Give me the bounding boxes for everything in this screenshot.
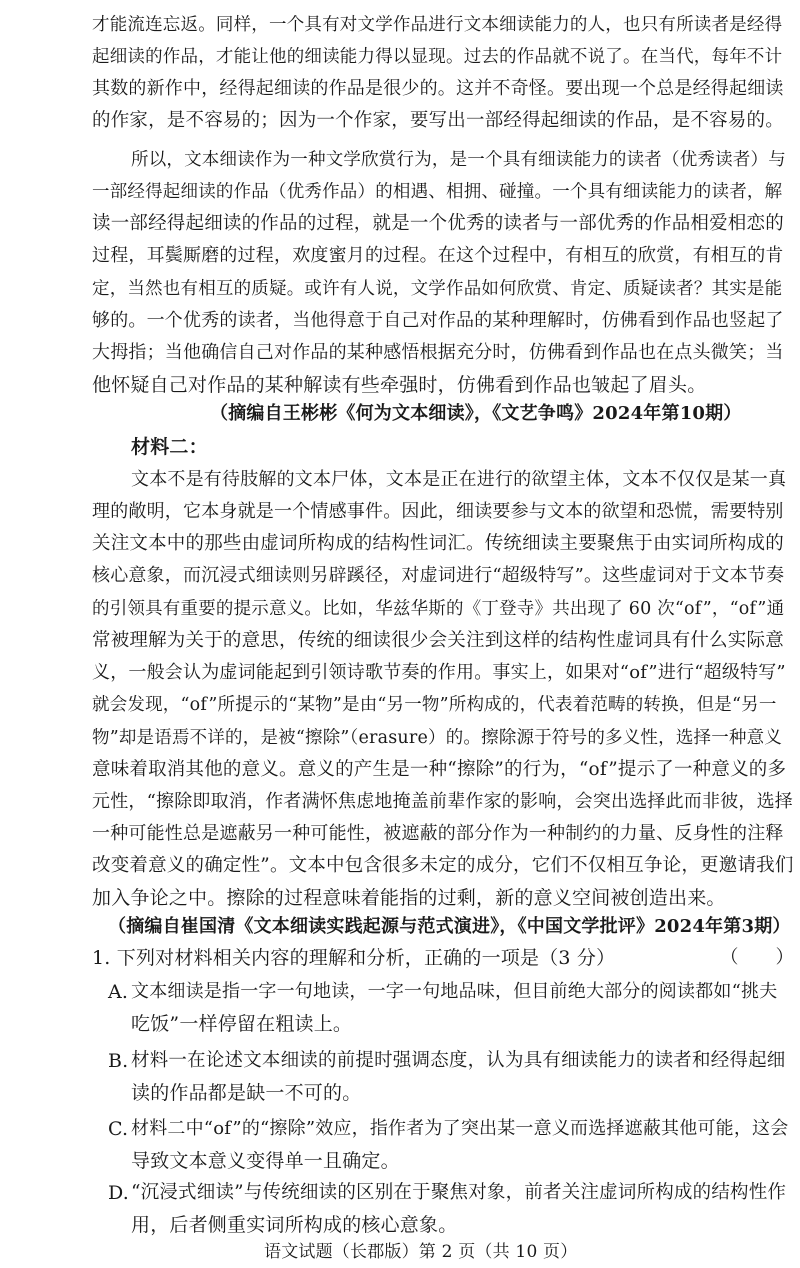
option-b-label: B. [108,1050,129,1072]
paragraph-line: 义，一般会认为虚词能起到引领诗歌节奏的作用。事实上，如果对“of”进行“超级特写” [92,662,786,683]
question-stem: 1. 下列对材料相关内容的理解和分析，正确的一项是（3 分） [92,947,616,969]
paragraph-line: 改变着意义的确定性”。文本中包含很多未定的成分，它们不仅相互争论，更邀请我们 [92,855,794,876]
option-d-line: 用，后者侧重实词所构成的核心意象。 [131,1214,458,1236]
paragraph-line: 定，当然也有相互的质疑。或许有人说，文学作品如何欣赏、肯定、质疑读者？其实是能 [92,279,783,299]
paragraph-line: 的作家，是不容易的；因为一个作家，要写出一部经得起细读的作品，是不容易的。 [92,110,784,131]
option-b-line: 读的作品都是缺一不可的。 [131,1082,362,1104]
paragraph-line: 他怀疑自己对作品的某种解读有些牵强时，仿佛看到作品也皱起了眉头。 [92,374,707,396]
paragraph-line: 关注文本中的那些由虚词所构成的结构性词汇。传统细读主要聚焦于由实词所构成的 [92,533,784,554]
paragraph-line: 读一部经得起细读的作品的过程，就是一个优秀的读者与一部优秀的作品相爱相恋的 [92,213,784,234]
paragraph-line: 的引领具有重要的提示意义。比如，华兹华斯的《丁登寺》共出现了 60 次“of”，“of”通 [92,599,785,619]
option-a-line: 吃饭”一样停留在粗读上。 [131,1013,353,1035]
paragraph-line: 过程，耳鬓厮磨的过程，欢度蜜月的过程。在这个过程中，有相互的欣赏，有相互的肯 [92,245,784,266]
option-c-line: 材料二中“of”的“擦除”效应，指作者为了突出某一意义而选择遮蔽其他可能，这会 [131,1118,789,1139]
source-citation: （摘编自崔国清《文本细读实践起源与范式演进》，《中国文学批评》2024年第3期） [108,916,791,937]
paragraph-line: 理的敞明，它本身就是一个情感事件。因此，细读要参与文本的欲望和恐慌，需要特别 [92,501,784,522]
paragraph-line: 核心意象，而沉浸式细读则另辟蹊径，对虚词进行“超级特写”。这些虚词对于文本节奏 [92,565,785,586]
paragraph-line: 意味着取消其他的意义。意义的产生是一种“擦除”的行为，“of”提示了一种意义的多 [92,759,787,780]
option-d-line: “沉浸式细读”与传统细读的区别在于聚焦对象，前者关注虚词所构成的结构性作 [131,1182,787,1203]
paragraph-line: 一部经得起细读的作品（优秀作品）的相遇、相拥、碰撞。一个具有细读能力的读者，解 [92,182,783,202]
option-b-line: 材料一在论述文本细读的前提时强调态度，认为具有细读能力的读者和经得起细 [131,1050,786,1071]
paragraph-line: 其数的新作中，经得起细读的作品是很少的。这并不奇怪。要出现一个总是经得起细读 [92,78,784,99]
source-citation: （摘编自王彬彬《何为文本细读》，《文艺争鸣》2024年第10期） [210,403,742,424]
material-2-heading: 材料二： [131,436,208,458]
paragraph-line: 常被理解为关于的意思，传统的细读很少会关注到这样的结构性虚词具有什么实际意 [92,630,784,651]
answer-bracket: （ ） [720,947,795,968]
option-c-line: 导致文本意义变得单一且确定。 [131,1150,400,1172]
paragraph-line: 才能流连忘返。同样，一个具有对文学作品进行文本细读能力的人，也只有所读者是经得 [92,15,783,35]
paragraph-line: 大拇指；当他确信自己对作品的某种感悟根据充分时，仿佛看到作品也在点头微笑；当 [92,342,784,363]
page-footer: 语文试题（长郡版）第 2 页（共 10 页） [264,1242,578,1262]
paragraph-line: 起细读的作品，才能让他的细读能力得以显现。过去的作品就不说了。在当代，每年不计 [92,47,783,67]
paragraph-line: 文本不是有待肢解的文本尸体，文本是正在进行的欲望主体，文本不仅仅是某一真 [131,469,787,490]
paragraph-line: 够的。一个优秀的读者，当他得意于自己对作品的某种理解时，仿佛看到作品也竖起了 [92,310,784,331]
paragraph-line: 物”却是语焉不详的，是被“擦除”（erasure）的。擦除源于符号的多义性，选择一种意义 [92,728,783,748]
paragraph-line: 所以，文本细读作为一种文学欣赏行为，是一个具有细读能力的读者（优秀读者）与 [131,150,786,170]
option-c-label: C. [108,1118,129,1140]
paragraph-line: 一种可能性总是遮蔽另一种可能性，被遮蔽的部分作为一种制约的力量、反身性的注释 [92,823,784,844]
option-a-line: 文本细读是指一字一句地读，一字一句地品味，但目前绝大部分的阅读都如“挑夫 [131,981,778,1002]
paragraph-line: 元性，“擦除即取消，作者满怀焦虑地掩盖前辈作家的影响，会突出选择此而非彼，选择 [92,791,793,812]
paragraph-line: 就会发现，“of”所提示的“某物”是由“另一物”所构成的，代表着范畴的转换，但是“另一 [92,695,777,715]
option-d-label: D. [108,1182,129,1204]
paragraph-line: 加入争论之中。擦除的过程意味着能指的过剩，新的意义空间被创造出来。 [92,887,726,909]
option-a-label: A. [108,981,129,1003]
